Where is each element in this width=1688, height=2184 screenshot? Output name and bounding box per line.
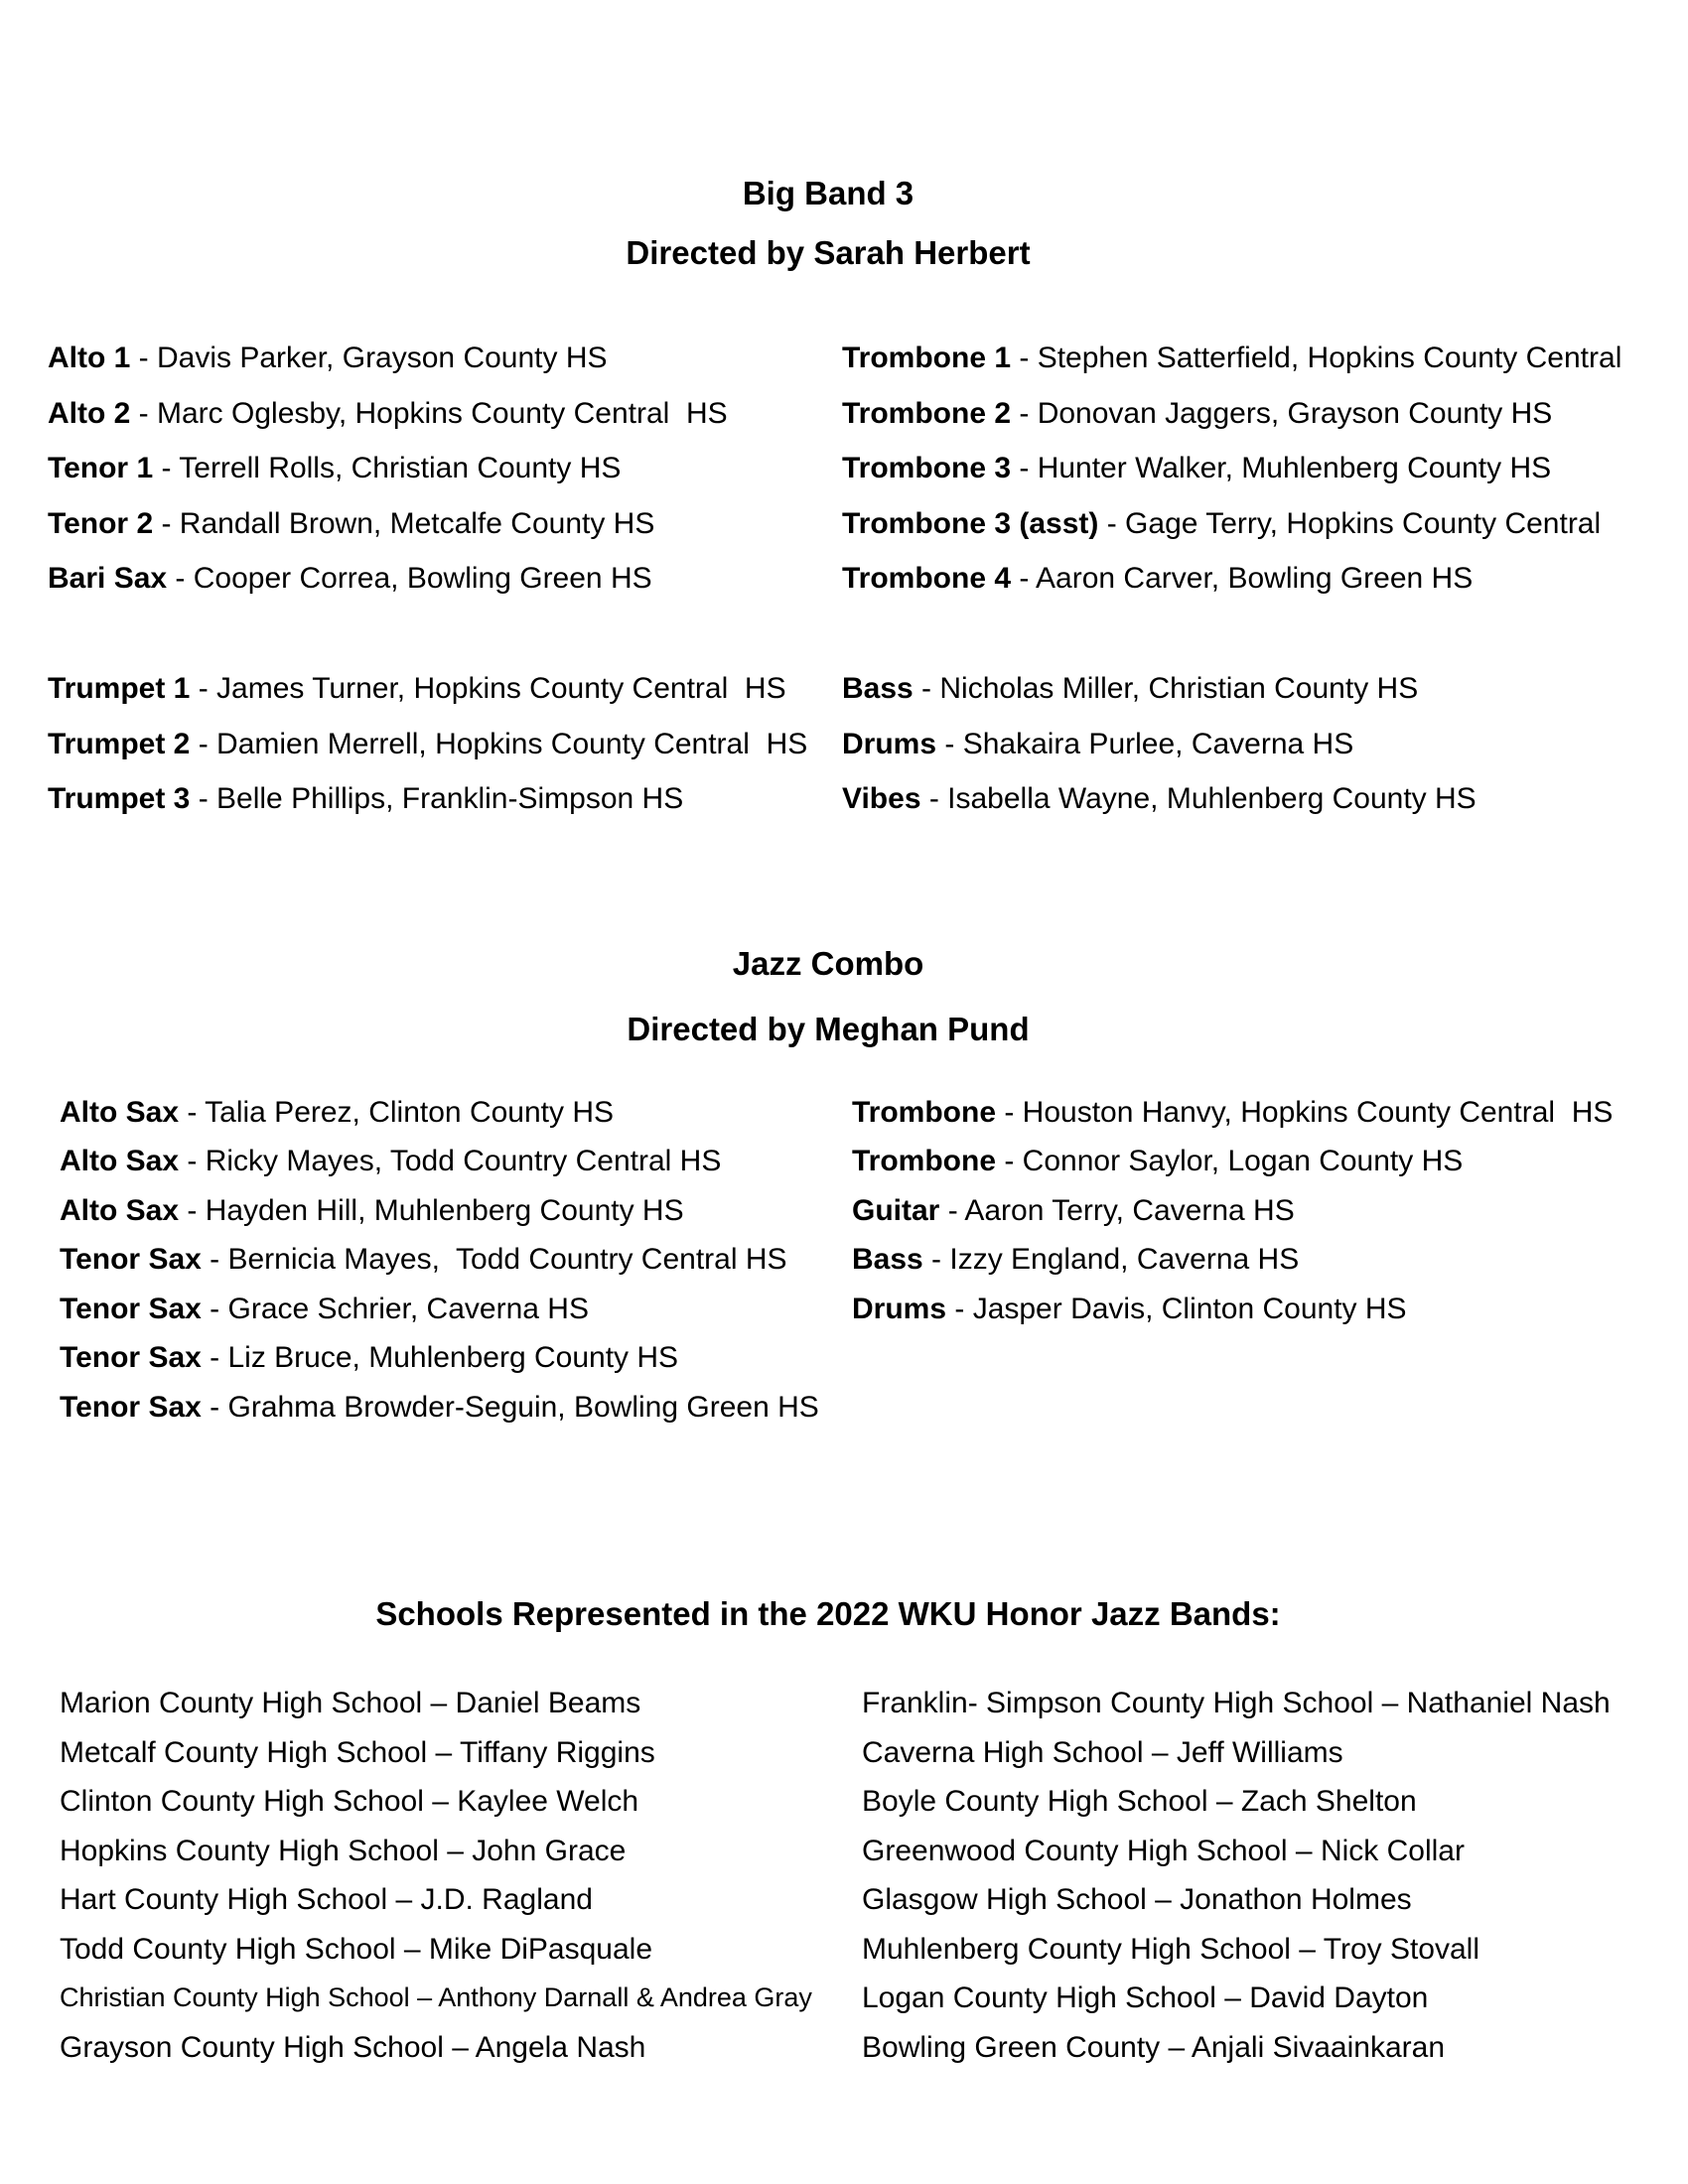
instrument-label: Guitar xyxy=(852,1193,940,1227)
roster-line xyxy=(842,717,1688,772)
school-line xyxy=(862,1827,1688,1876)
school-info: Grayson County High School – Angela Nash xyxy=(60,2030,646,2064)
instrument-label: Alto 1 xyxy=(48,341,131,374)
big-band-roster-trumpets-rhythm xyxy=(0,661,1688,827)
big-band-director: Directed by Sarah Herbert xyxy=(626,234,1031,271)
member-info: - Cooper Correa, Bowling Green HS xyxy=(167,562,652,595)
member-info: - Aaron Carver, Bowling Green HS xyxy=(1011,562,1474,595)
roster-line xyxy=(842,771,1688,827)
instrument-label: Tenor 1 xyxy=(48,452,154,484)
roster-line xyxy=(852,1186,1688,1236)
school-info: Marion County High School – Daniel Beams xyxy=(60,1687,641,1719)
schools-heading: Schools Represented in the 2022 WKU Honor Jazz Bands: xyxy=(375,1595,1281,1632)
jazz-combo-title: Jazz Combo xyxy=(732,944,924,982)
school-line xyxy=(862,1875,1688,1925)
school-info: Bowling Green County – Anjali Sivaainkaran xyxy=(862,2030,1446,2064)
member-info: - Bernicia Mayes, Todd Country Central HS xyxy=(201,1243,787,1276)
member-info: - Houston Hanvy, Hopkins County Central HS xyxy=(996,1095,1614,1129)
instrument-label: Bass xyxy=(852,1243,923,1276)
instrument-label: Trumpet 2 xyxy=(48,727,191,760)
member-info: - Grahma Browder-Seguin, Bowling Green HS xyxy=(201,1390,819,1424)
roster-line xyxy=(842,386,1688,442)
roster-line xyxy=(852,1088,1688,1138)
member-info: - Terrell Rolls, Christian County HS xyxy=(153,452,622,484)
instrument-label: Tenor Sax xyxy=(60,1341,202,1374)
school-line xyxy=(60,1728,862,1778)
school-line xyxy=(60,1827,862,1876)
member-info: - James Turner, Hopkins County Central HS xyxy=(190,672,786,705)
roster-line xyxy=(60,1383,852,1433)
school-line xyxy=(60,1777,862,1827)
schools-left-column xyxy=(0,1679,862,2072)
instrument-label: Bass xyxy=(842,672,914,705)
roster-line xyxy=(852,1285,1688,1334)
member-info: - Connor Saylor, Logan County HS xyxy=(996,1145,1464,1177)
roster-line xyxy=(60,1333,852,1383)
school-info: Metcalf County High School – Tiffany Riggins xyxy=(60,1735,655,1769)
instrument-label: Alto Sax xyxy=(60,1095,180,1129)
jazz-combo-director: Directed by Meghan Pund xyxy=(627,1010,1030,1047)
member-info: - Hayden Hill, Muhlenberg County HS xyxy=(179,1193,684,1227)
instrument-label: Alto Sax xyxy=(60,1193,180,1227)
schools-list xyxy=(0,1679,1688,2072)
roster-line xyxy=(852,1137,1688,1186)
school-line xyxy=(60,2023,862,2073)
school-info: Clinton County High School – Kaylee Welch xyxy=(60,1785,639,1818)
instrument-label: Trombone xyxy=(852,1145,997,1177)
school-line xyxy=(862,2023,1688,2073)
member-info: - Marc Oglesby, Hopkins County Central HS xyxy=(130,396,728,430)
member-info: - Donovan Jaggers, Grayson County HS xyxy=(1011,396,1553,430)
instrument-label: Tenor Sax xyxy=(60,1390,202,1424)
instrument-label: Alto 2 xyxy=(48,396,131,430)
big-band-left-column xyxy=(0,331,842,607)
big-band-roster-saxes-trombones xyxy=(0,331,1688,607)
member-info: - Liz Bruce, Muhlenberg County HS xyxy=(201,1341,679,1374)
instrument-label: Trombone 4 xyxy=(842,562,1012,595)
roster-line xyxy=(48,496,842,552)
roster-line xyxy=(48,717,842,772)
school-info: Caverna High School – Jeff Williams xyxy=(862,1735,1343,1769)
school-info: Hopkins County High School – John Grace xyxy=(60,1834,627,1867)
member-info: - Damien Merrell, Hopkins County Central HS xyxy=(190,727,808,760)
big-band-right-column xyxy=(842,331,1688,607)
school-info: Logan County High School – David Dayton xyxy=(862,1981,1429,2014)
school-info: Franklin- Simpson County High School – Nathaniel Nash xyxy=(862,1687,1611,1719)
roster-line xyxy=(60,1137,852,1186)
instrument-label: Drums xyxy=(852,1292,947,1325)
school-line xyxy=(862,1925,1688,1975)
roster-line xyxy=(60,1088,852,1138)
roster-line xyxy=(60,1285,852,1334)
school-line xyxy=(862,1728,1688,1778)
school-info: Muhlenberg County High School – Troy Stovall xyxy=(862,1932,1480,1966)
member-info: - Shakaira Purlee, Caverna HS xyxy=(936,727,1354,760)
roster-line xyxy=(60,1186,852,1236)
instrument-label: Alto Sax xyxy=(60,1145,180,1177)
member-info: - Ricky Mayes, Todd Country Central HS xyxy=(179,1145,722,1177)
instrument-label: Drums xyxy=(842,727,937,760)
jazz-combo-left-column xyxy=(0,1088,852,1433)
school-info: Greenwood County High School – Nick Collar xyxy=(862,1834,1465,1867)
member-info: - Talia Perez, Clinton County HS xyxy=(179,1095,615,1129)
roster-line xyxy=(842,551,1688,607)
member-info: - Belle Phillips, Franklin-Simpson HS xyxy=(190,782,684,815)
instrument-label: Tenor 2 xyxy=(48,506,154,540)
school-info: Hart County High School – J.D. Ragland xyxy=(60,1883,593,1916)
schools-right-column xyxy=(862,1679,1688,2072)
school-line xyxy=(862,1974,1688,2023)
roster-line xyxy=(48,771,842,827)
big-band-left-column xyxy=(0,661,842,827)
instrument-label: Vibes xyxy=(842,782,921,815)
school-info: Boyle County High School – Zach Shelton xyxy=(862,1785,1417,1818)
instrument-label: Trumpet 1 xyxy=(48,672,191,705)
school-line xyxy=(60,1925,862,1975)
roster-line xyxy=(48,441,842,496)
member-info: - Davis Parker, Grayson County HS xyxy=(130,341,608,374)
member-info: - Grace Schrier, Caverna HS xyxy=(201,1292,589,1325)
school-line xyxy=(60,1974,862,2023)
instrument-label: Trombone 3 (asst) xyxy=(842,506,1099,540)
school-line xyxy=(60,1875,862,1925)
roster-line xyxy=(48,386,842,442)
school-info: Todd County High School – Mike DiPasquale xyxy=(60,1932,652,1966)
member-info: - Stephen Satterfield, Hopkins County Central xyxy=(1011,341,1622,374)
school-line xyxy=(862,1679,1688,1728)
school-info: Christian County High School – Anthony Darnall & Andrea Gray xyxy=(60,1982,812,2012)
roster-line xyxy=(842,441,1688,496)
roster-line xyxy=(48,661,842,717)
member-info: - Aaron Terry, Caverna HS xyxy=(939,1193,1295,1227)
instrument-label: Trombone 2 xyxy=(842,396,1012,430)
instrument-label: Bari Sax xyxy=(48,562,168,595)
roster-line xyxy=(842,496,1688,552)
school-line xyxy=(60,1679,862,1728)
instrument-label: Tenor Sax xyxy=(60,1292,202,1325)
jazz-combo-roster xyxy=(0,1088,1688,1433)
roster-line xyxy=(852,1235,1688,1285)
roster-line xyxy=(48,331,842,386)
member-info: - Izzy England, Caverna HS xyxy=(922,1243,1300,1276)
member-info: - Jasper Davis, Clinton County HS xyxy=(946,1292,1407,1325)
roster-line xyxy=(842,331,1688,386)
member-info: - Isabella Wayne, Muhlenberg County HS xyxy=(920,782,1477,815)
roster-line xyxy=(48,551,842,607)
roster-line xyxy=(60,1235,852,1285)
member-info: - Nicholas Miller, Christian County HS xyxy=(913,672,1419,705)
instrument-label: Trombone xyxy=(852,1095,997,1129)
big-band-title: Big Band 3 xyxy=(742,175,914,211)
member-info: - Gage Terry, Hopkins County Central xyxy=(1098,506,1602,540)
member-info: - Hunter Walker, Muhlenberg County HS xyxy=(1011,452,1552,484)
instrument-label: Trombone 3 xyxy=(842,452,1012,484)
member-info: - Randall Brown, Metcalfe County HS xyxy=(153,506,655,540)
school-line xyxy=(862,1777,1688,1827)
school-info: Glasgow High School – Jonathon Holmes xyxy=(862,1883,1412,1916)
big-band-right-column xyxy=(842,661,1688,827)
instrument-label: Trombone 1 xyxy=(842,341,1012,374)
instrument-label: Trumpet 3 xyxy=(48,782,191,815)
jazz-combo-right-column xyxy=(852,1088,1688,1433)
instrument-label: Tenor Sax xyxy=(60,1243,202,1276)
roster-line xyxy=(842,661,1688,717)
